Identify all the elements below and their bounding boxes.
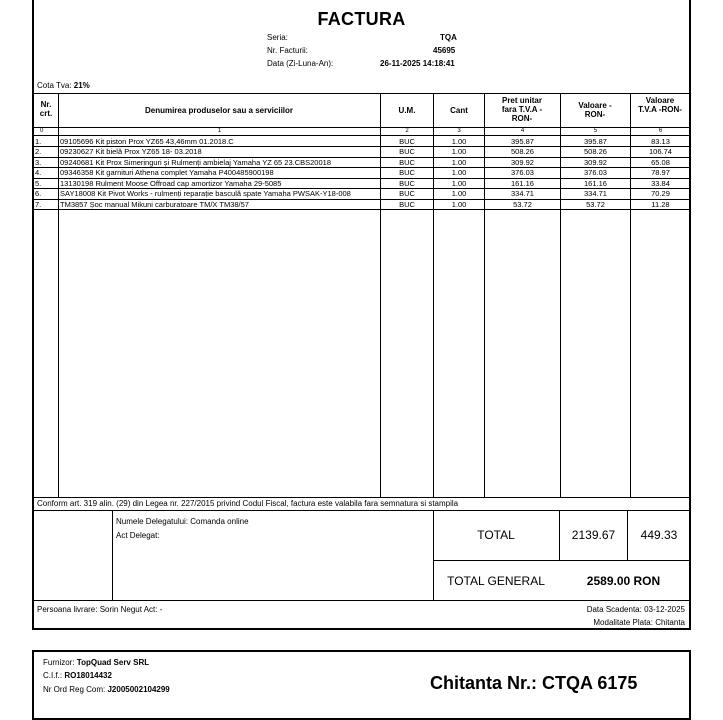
header-cant: Cant: [450, 106, 468, 115]
cell-nr: 1.: [35, 136, 42, 146]
header-um: U.M.: [398, 106, 416, 115]
cell-price: 508.26: [511, 147, 534, 156]
row-line: [33, 209, 690, 210]
cell-name: TM3857 Șoc manual Mikuni carburatoare TM/X TM38/57: [60, 199, 249, 209]
cell-value: 53.72: [586, 199, 605, 209]
total-split-line: [433, 560, 690, 561]
cell-value: 334.71: [584, 189, 607, 198]
col-number: 2: [405, 128, 409, 134]
cell-qty: 1.00: [451, 199, 467, 209]
cell-um: BUC: [399, 157, 415, 167]
cell-nr: 7.: [35, 199, 42, 209]
header-tva: Valoare T.V.A -RON-: [638, 96, 682, 114]
col-number: 3: [457, 128, 461, 134]
cell-value: 508.26: [584, 147, 607, 156]
total-value: 2139.67: [571, 528, 616, 542]
header-nr: Nr. crt.: [39, 100, 53, 118]
seria-value: TQA: [440, 33, 457, 42]
cell-price: 395.87: [511, 136, 534, 146]
cell-nr: 3.: [35, 157, 42, 167]
col-number: 4: [520, 128, 525, 134]
tax-id-value: RO18014432: [64, 671, 112, 680]
total-label: TOTAL: [477, 528, 515, 542]
delegate-act: Act Delegat:: [116, 531, 160, 540]
cell-value: 309.92: [584, 157, 607, 167]
cell-qty: 1.00: [451, 157, 467, 167]
cell-value: 161.16: [584, 178, 607, 188]
table-bottom-line: [33, 497, 690, 498]
cell-vat: 11.28: [651, 199, 670, 209]
cell-vat: 78.97: [651, 168, 670, 177]
cell-vat: 70.29: [651, 189, 670, 198]
cell-price: 53.72: [513, 199, 532, 209]
registry-number: [43, 685, 170, 694]
cell-nr: 6.: [35, 189, 42, 198]
tax-id-label: C.I.f.:: [43, 671, 63, 680]
cell-um: BUC: [399, 189, 415, 198]
header-denumire: Denumirea produselor sau a serviciilor: [144, 106, 294, 115]
cell-price: 376.03: [511, 168, 534, 177]
vat-rate-value: 21%: [73, 81, 90, 90]
col-number: 5: [593, 128, 598, 134]
footer-line: [33, 510, 690, 511]
registry-label: Nr Ord Reg Com:: [43, 685, 106, 694]
cell-name: 13130198 Rulment Moose Offroad cap amortizor Yamaha 29-5085: [60, 178, 282, 188]
cell-um: BUC: [399, 199, 415, 209]
footer-bottom-line: [33, 600, 690, 601]
cell-vat: 106.74: [649, 147, 672, 156]
supplier-value: TopQuad Serv SRL: [76, 658, 150, 667]
table-top-line: [33, 93, 690, 94]
col-divider: [58, 93, 59, 497]
cell-um: BUC: [399, 147, 415, 156]
seria-label: Seria:: [267, 33, 288, 42]
col-number: 6: [658, 128, 663, 134]
header-valoare: Valoare -RON-: [578, 101, 612, 119]
cell-nr: 5.: [35, 178, 42, 188]
invoice-number-label: Nr. Facturii:: [267, 46, 308, 55]
legal-note: Conform art. 319 alin. (29) din Legea nr. 227/2015 privind Codul Fiscal, factura este valabila fara semnatura si stampila: [37, 499, 459, 508]
delegate-name: Numele Delegatului: Comanda online: [116, 517, 249, 526]
header-pret: Pret unitar fara T.V.A -RON-: [501, 96, 543, 123]
cell-nr: 2.: [35, 147, 42, 156]
vat-rate: [37, 81, 90, 90]
cell-name: 09105696 Kit piston Prox YZ65 43,46mm 01.2018.C: [60, 136, 234, 146]
supplier-label: Furnizor:: [43, 658, 75, 667]
cell-um: BUC: [399, 168, 415, 177]
cell-qty: 1.00: [451, 168, 467, 177]
invoice-title: FACTURA: [317, 9, 406, 29]
cell-price: 334.71: [511, 189, 534, 198]
cell-name: 09230627 Kit bielă Prox YZ65 18- 03.2018: [60, 147, 202, 156]
cell-price: 161.16: [511, 178, 534, 188]
total-general-label: TOTAL GENERAL: [447, 574, 545, 588]
cell-qty: 1.00: [451, 178, 467, 188]
cell-name: SAY18008 Kit Pivot Works - rulmenți reparație basculă spate Yamaha PWSAK-Y18-008: [60, 189, 351, 198]
delivery-person: Persoana livrare: Sorin Negut Act: -: [37, 605, 163, 614]
cell-price: 309.92: [511, 157, 534, 167]
cell-value: 376.03: [584, 168, 607, 177]
invoice-date-label: Data (Zi-Luna-An):: [267, 59, 334, 68]
total-general-value: 2589.00 RON: [586, 574, 661, 588]
vat-rate-label: Cota Tva:: [37, 81, 72, 90]
cell-qty: 1.00: [451, 136, 467, 146]
cell-qty: 1.00: [451, 147, 467, 156]
cell-nr: 4.: [35, 168, 42, 177]
col-number: 0: [40, 128, 44, 134]
cell-um: BUC: [399, 136, 415, 146]
col-number: 1: [217, 128, 222, 134]
cell-qty: 1.00: [451, 189, 467, 198]
due-date: Data Scadenta: 03-12-2025: [586, 605, 685, 614]
cell-vat: 83.13: [651, 136, 670, 146]
receipt-number: Chitanta Nr.: CTQA 6175: [430, 673, 638, 693]
tax-id: [43, 671, 112, 680]
supplier: [43, 658, 149, 667]
payment-method: Modalitate Plata: Chitanta: [593, 618, 685, 627]
cell-name: 09240681 Kit Prox Simeringuri și Rulmenți ambielaj Yamaha YZ 65 23.CBS20018: [60, 157, 331, 167]
cell-vat: 65.08: [651, 157, 670, 167]
registry-value: J2005002104299: [107, 685, 170, 694]
cell-um: BUC: [399, 178, 415, 188]
cell-value: 395.87: [584, 136, 607, 146]
cell-vat: 33.84: [651, 178, 670, 188]
cell-name: 09346358 Kit garnituri Athena complet Yamaha P400485900198: [60, 168, 274, 177]
invoice-number-value: 45695: [433, 46, 456, 55]
footer-divider: [112, 510, 113, 600]
total-vat: 449.33: [640, 528, 678, 542]
invoice-date-value: 26-11-2025 14:18:41: [380, 59, 455, 68]
